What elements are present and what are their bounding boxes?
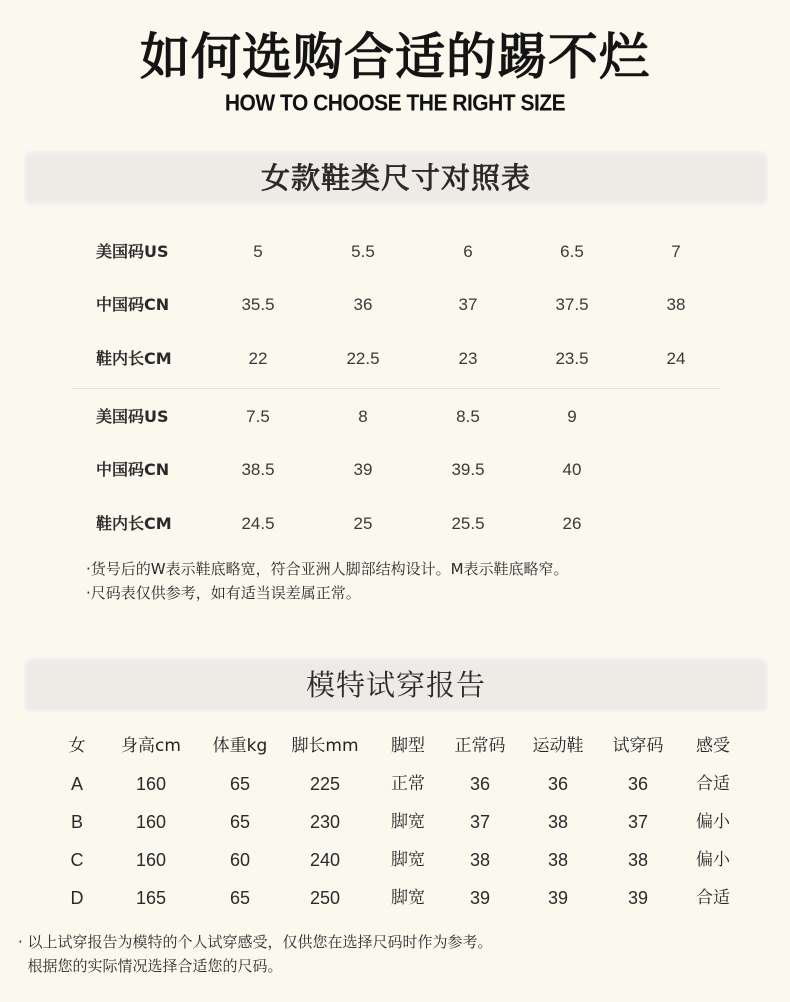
table-cell: 38 — [547, 850, 569, 870]
table-cell: 39 — [627, 888, 649, 908]
table-cell: 37 — [469, 812, 491, 832]
table-cell: 165 — [135, 888, 167, 908]
size-cell: 25.5 — [451, 514, 485, 533]
column-header: 体重kg — [212, 736, 268, 756]
size-cell: 35.5 — [241, 295, 275, 314]
column-header: 脚长mm — [291, 736, 359, 756]
table-cell: 38 — [547, 812, 569, 832]
table-row — [0, 807, 790, 837]
size-cell: 22.5 — [346, 349, 380, 368]
size-cell: 39 — [353, 460, 373, 479]
table-cell: 正常 — [391, 774, 425, 794]
size-cell: 23.5 — [555, 349, 589, 368]
table-cell: 38 — [469, 850, 491, 870]
row-label: 美国码US — [96, 407, 169, 426]
size-cell: 7 — [671, 242, 681, 261]
column-header: 感受 — [696, 736, 730, 756]
fit-table-header — [0, 731, 790, 761]
size-row-cm-1 — [0, 344, 790, 374]
table-cell: 160 — [135, 850, 167, 870]
table-cell: 脚宽 — [391, 812, 425, 832]
table-row — [0, 845, 790, 875]
size-cell: 25 — [353, 514, 373, 533]
table-cell: 合适 — [696, 774, 730, 794]
size-cell: 9 — [567, 407, 577, 426]
size-cell: 24.5 — [241, 514, 275, 533]
table-cell: 36 — [627, 774, 649, 794]
table-cell: 250 — [309, 888, 341, 908]
table-cell: 160 — [135, 774, 167, 794]
table-cell: 39 — [469, 888, 491, 908]
size-row-us-2 — [0, 402, 790, 432]
size-row-cn-2 — [0, 455, 790, 485]
table-cell: 65 — [229, 888, 251, 908]
table-cell: 65 — [229, 774, 251, 794]
column-header: 试穿码 — [612, 736, 664, 756]
size-cell: 37.5 — [555, 295, 589, 314]
page-title: 如何选购合适的踢不烂 — [140, 28, 650, 86]
size-cell: 6.5 — [560, 242, 584, 261]
table-cell: 65 — [229, 812, 251, 832]
table-row — [0, 769, 790, 799]
size-cell: 40 — [562, 460, 582, 479]
row-label: 鞋内长CM — [96, 514, 172, 533]
column-header: 运动鞋 — [532, 736, 584, 756]
size-cell: 36 — [353, 295, 373, 314]
column-header: 女 — [68, 736, 86, 756]
row-label: 中国码CN — [96, 295, 170, 314]
table-cell: 160 — [135, 812, 167, 832]
fit-report-title: 模特试穿报告 — [22, 656, 770, 714]
table-cell: 36 — [547, 774, 569, 794]
fit-footnote: 根据您的实际情况选择合适您的尺码。 — [18, 957, 283, 975]
table-cell: 39 — [547, 888, 569, 908]
size-cell: 5.5 — [351, 242, 375, 261]
row-label: 中国码CN — [96, 460, 170, 479]
table-cell: C — [70, 850, 84, 870]
table-cell: 36 — [469, 774, 491, 794]
column-header: 脚型 — [391, 736, 425, 756]
table-cell: 脚宽 — [391, 850, 425, 870]
size-cell: 22 — [248, 349, 268, 368]
table-cell: A — [70, 774, 83, 794]
size-row-cm-2 — [0, 509, 790, 539]
row-label: 鞋内长CM — [96, 349, 172, 368]
table-cell: 37 — [627, 812, 649, 832]
size-row-us-1 — [0, 237, 790, 267]
size-row-cn-1 — [0, 290, 790, 320]
table-cell: 240 — [309, 850, 341, 870]
size-cell: 8.5 — [456, 407, 480, 426]
size-cell: 39.5 — [451, 460, 485, 479]
column-header: 正常码 — [454, 736, 506, 756]
size-cell: 5 — [253, 242, 263, 261]
table-cell: 230 — [309, 812, 341, 832]
row-label: 美国码US — [96, 242, 169, 261]
table-cell: 偏小 — [696, 850, 730, 870]
table-cell: B — [70, 812, 83, 832]
size-note: ·货号后的W表示鞋底略宽，符合亚洲人脚部结构设计。M表示鞋底略窄。 — [86, 560, 569, 578]
size-cell: 37 — [458, 295, 478, 314]
table-cell: 合适 — [696, 888, 730, 908]
size-cell: 26 — [562, 514, 582, 533]
size-cell: 38 — [666, 295, 686, 314]
block-divider — [72, 388, 720, 389]
size-cell: 38.5 — [241, 460, 275, 479]
table-cell: 脚宽 — [391, 888, 425, 908]
size-cell: 7.5 — [246, 407, 270, 426]
size-note: ·尺码表仅供参考，如有适当误差属正常。 — [86, 584, 361, 602]
table-cell: 225 — [309, 774, 341, 794]
table-cell: D — [70, 888, 84, 908]
size-cell: 8 — [358, 407, 368, 426]
table-cell: 偏小 — [696, 812, 730, 832]
page-subtitle: HOW TO CHOOSE THE RIGHT SIZE — [224, 90, 566, 117]
fit-footnote: · 以上试穿报告为模特的个人试穿感受，仅供您在选择尺码时作为参考。 — [18, 933, 493, 951]
table-cell: 38 — [627, 850, 649, 870]
size-cell: 6 — [463, 242, 473, 261]
size-cell: 24 — [666, 349, 686, 368]
size-chart-title: 女款鞋类尺寸对照表 — [22, 149, 770, 207]
table-row — [0, 883, 790, 913]
column-header: 身高cm — [121, 736, 181, 756]
table-cell: 60 — [229, 850, 251, 870]
size-cell: 23 — [458, 349, 478, 368]
